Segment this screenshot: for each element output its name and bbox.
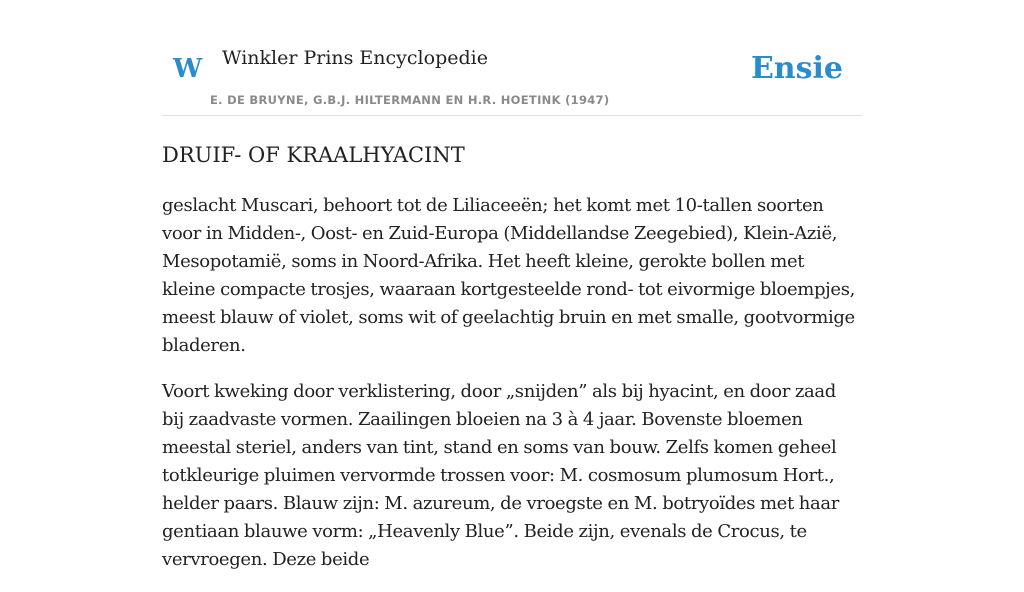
source-authors: E. DE BRUYNE, G.B.J. HILTERMANN EN H.R. HOETINK (1947) <box>210 93 610 107</box>
article-body <box>162 192 862 592</box>
ensie-logo[interactable]: Ensie <box>750 51 843 86</box>
article-title: DRUIF- OF KRAALHYACINT <box>162 143 465 167</box>
winkler-prins-logo[interactable]: W <box>173 54 203 84</box>
source-title[interactable]: Winkler Prins Encyclopedie <box>222 47 488 69</box>
site-header <box>162 40 862 116</box>
article-paragraph: geslacht Muscari, behoort tot de Liliaceeën; het komt met 10-tallen soorten voor in Midden-, Oost- en Zuid-Europa (Middellandse Zeegebied), Klein-Azië, Mesopotamië, soms in Noord-Afrika. Het heeft kleine, gerokte bollen met kleine compacte trosjes, waaraan kortgesteelde rond- tot eivormige bloempjes, meest blauw of violet, soms wit of geelachtig bruin en met smalle, gootvormige bladeren. <box>162 195 855 356</box>
article-paragraph: Voort kweking door verklistering, door „snijden” als bij hyacint, en door zaad bij zaadvaste vormen. Zaailingen bloeien na 3 à 4 jaar. Bovenste bloemen meestal steriel, anders van tint, stand en soms van bouw. Zelfs komen geheel totkleurige pluimen vervormde trossen voor: M. cosmosum plumosum Hort., helder paars. Blauw zijn: M. azureum, de vroegste en M. botryoïdes met haar gentiaan blauwe vorm: „Heavenly Blue”. Beide zijn, evenals de Crocus, te vervroegen. Deze beide <box>162 381 840 570</box>
